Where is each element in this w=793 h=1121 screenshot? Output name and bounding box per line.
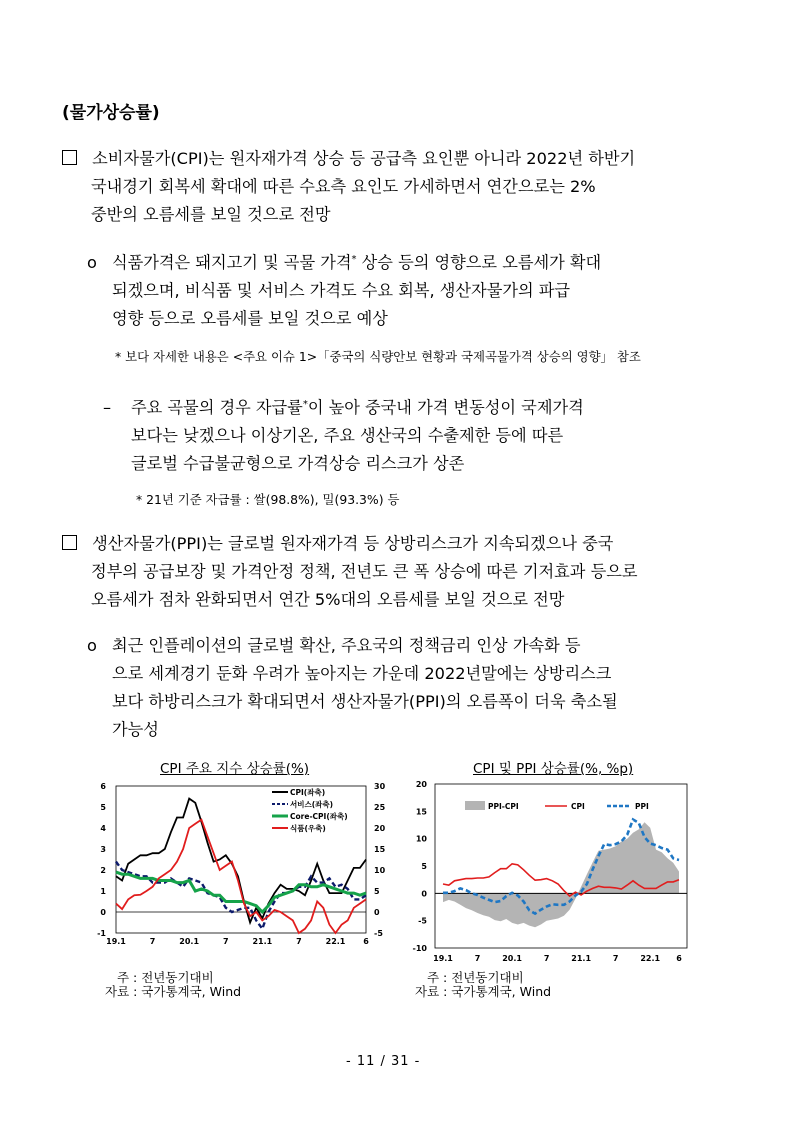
y-tick-left: 3: [100, 845, 106, 854]
ppi-bullet-line-1: 최근 인플레이션의 글로벌 확산, 주요국의 정책금리 인상 가속화 등: [112, 636, 581, 655]
y-tick-left: -1: [97, 929, 106, 938]
legend-label: Core-CPI(좌축): [290, 812, 348, 821]
chart1-note: 주 : 전년동기대비: [117, 970, 214, 985]
legend-label: 식품(우축): [290, 824, 326, 833]
x-tick-label: 7: [296, 937, 302, 946]
y-tick-right: 10: [374, 866, 386, 875]
x-tick-label: 6: [363, 937, 369, 946]
y-tick-left: 4: [100, 824, 106, 833]
x-tick-label: 7: [222, 937, 229, 946]
y-tick-right: 25: [374, 803, 386, 812]
cpi-footnote: * 보다 자세한 내용은 <주요 이슈 1>「중국의 식량안보 현황과 국제곡물가격 상승의 영향」 참조: [115, 349, 641, 364]
x-tick-label: 7: [543, 954, 550, 963]
y-tick-right: 0: [374, 908, 380, 917]
x-tick-label: 7: [474, 954, 481, 963]
y-tick-left: 5: [100, 803, 106, 812]
y-tick-label: 10: [415, 834, 427, 844]
y-tick-left: 0: [100, 908, 106, 917]
section-heading: (물가상승률): [62, 103, 160, 123]
dash-line-2: 보다는 낮겠으나 이상기온, 주요 생산국의 수출제한 등에 따른: [131, 426, 564, 445]
y-tick-label: -10: [412, 944, 427, 953]
cpi-bullet-line-2: 되겠으며, 비식품 및 서비스 가격도 수요 회복, 생산자물가의 파급: [112, 281, 571, 300]
y-tick-right: 30: [374, 782, 386, 791]
chart1-source: 자료 : 국가통계국, Wind: [105, 984, 242, 999]
legend-swatch: [465, 801, 485, 810]
dash-marker: –: [103, 398, 112, 417]
bullet-marker: o: [87, 253, 97, 272]
legend-label: CPI(좌축): [290, 788, 326, 797]
x-tick-label: 20.1: [179, 937, 200, 946]
y-tick-label: 20: [415, 780, 427, 789]
checkbox-square-icon: [62, 150, 77, 165]
ppi-bullet-line-2: 으로 세계경기 둔화 우려가 높아지는 가운데 2022년말에는 상방리스크: [112, 664, 612, 683]
series-line: [116, 820, 366, 933]
x-tick-label: 7: [149, 937, 156, 946]
y-tick-label: -5: [418, 916, 427, 926]
ppi-line-1: 생산자물가(PPI)는 글로벌 원자재가격 등 상방리스크가 지속되겠으나 중국: [92, 534, 614, 553]
ppi-cpi-area: [443, 822, 679, 927]
chart2-source: 자료 : 국가통계국, Wind: [415, 984, 552, 999]
cpi-paragraph: [62, 145, 635, 173]
bullet-marker: o: [87, 636, 97, 655]
y-tick-left: 2: [100, 866, 106, 875]
x-tick-label: 21.1: [571, 954, 592, 963]
dash-footnote: * 21년 기준 자급률 : 쌀(98.8%), 밀(93.3%) 등: [136, 492, 400, 507]
y-tick-label: 0: [421, 889, 427, 899]
y-tick-right: 5: [374, 887, 380, 896]
ppi-paragraph: [62, 530, 613, 558]
y-tick-label: 15: [415, 807, 427, 817]
cpi-components-chart: [92, 776, 392, 972]
y-tick-left: 6: [100, 782, 106, 791]
y-tick-right: -5: [374, 929, 383, 938]
cpi-bullet-line-3: 영향 등으로 오름세를 보일 것으로 예상: [112, 309, 388, 328]
x-tick-label: 19.1: [106, 937, 126, 946]
footnote-mark: *: [302, 399, 308, 410]
legend-label: PPI-CPI: [488, 802, 519, 811]
cpi-line-3: 중반의 오름세를 보일 것으로 전망: [91, 205, 331, 224]
ppi-line-3: 오름세가 점차 완화되면서 연간 5%대의 오름세를 보일 것으로 전망: [91, 590, 565, 609]
y-tick-left: 1: [100, 887, 106, 896]
x-tick-label: 22.1: [325, 937, 346, 946]
x-tick-label: 21.1: [252, 937, 273, 946]
legend-label: 서비스(좌축): [290, 800, 334, 809]
chart1-title: CPI 주요 지수 상승률(%): [160, 761, 310, 777]
cpi-ppi-chart: [405, 776, 695, 972]
x-tick-label: 6: [676, 954, 682, 963]
y-tick-right: 20: [374, 824, 386, 833]
cpi-line-2: 국내경기 회복세 확대에 따른 수요측 요인도 가세하면서 연간으로는 2%: [91, 177, 596, 196]
ppi-line-2: 정부의 공급보장 및 가격안정 정책, 전년도 큰 폭 상승에 따른 기저효과 등으로: [91, 562, 638, 581]
x-tick-label: 20.1: [502, 954, 522, 963]
ppi-bullet-line-3: 보다 하방리스크가 확대되면서 생산자물가(PPI)의 오름폭이 더욱 축소될: [112, 692, 618, 711]
y-tick-label: 5: [421, 862, 427, 871]
x-tick-label: 7: [612, 954, 619, 963]
footnote-mark: *: [351, 254, 357, 265]
dash-line-1: 주요 곡물의 경우 자급률*이 높아 중국내 가격 변동성이 국제가격: [131, 398, 584, 417]
y-tick-right: 15: [374, 845, 386, 854]
page-number: - 11 / 31 -: [346, 1054, 421, 1069]
chart2-title: CPI 및 PPI 상승률(%, %p): [473, 761, 634, 777]
legend-label: PPI: [635, 802, 649, 811]
legend-label: CPI: [571, 802, 585, 811]
checkbox-square-icon: [62, 535, 77, 550]
cpi-line-1: 소비자물가(CPI)는 원자재가격 상승 등 공급측 요인뿐 아니라 2022년 하반기: [92, 149, 636, 168]
cpi-bullet-line-1: 식품가격은 돼지고기 및 곡물 가격* 상승 등의 영향으로 오름세가 확대: [112, 253, 602, 272]
x-tick-label: 22.1: [640, 954, 661, 963]
chart2-note: 주 : 전년동기대비: [427, 970, 524, 985]
dash-line-3: 글로벌 수급불균형으로 가격상승 리스크가 상존: [131, 454, 465, 473]
ppi-bullet-line-4: 가능성: [112, 720, 159, 739]
x-tick-label: 19.1: [433, 954, 453, 963]
